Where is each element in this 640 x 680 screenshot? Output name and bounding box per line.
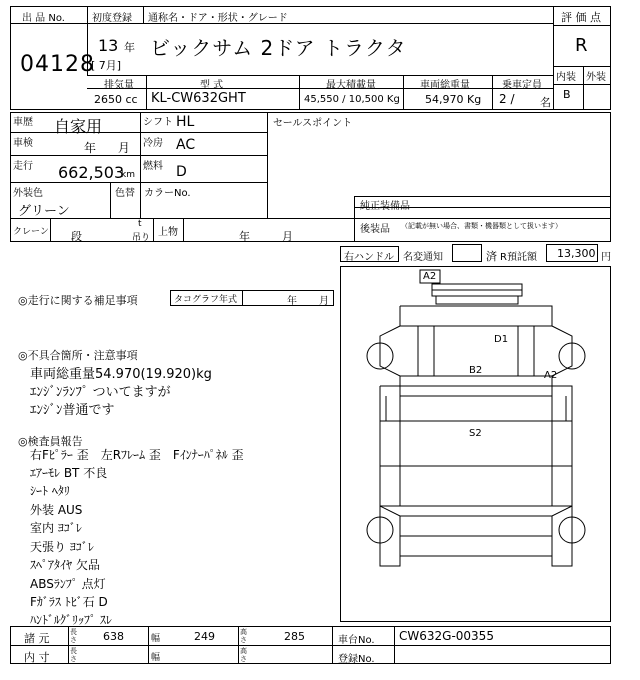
fuel-label: 燃料 <box>143 161 163 172</box>
capacity-unit: 名 <box>540 96 551 109</box>
inspector-heading: ◎検査員報告 <box>18 435 83 448</box>
exterior-color: グリーン <box>18 204 70 219</box>
displacement: 2650 cc <box>94 93 138 106</box>
defects-heading: ◎不具合箇所・注意事項 <box>18 349 138 362</box>
width: 249 <box>194 630 215 643</box>
width-label-interior: 幅 <box>151 653 161 663</box>
tachograph-year: 年 <box>287 296 297 307</box>
model-code-label: 型 式 <box>200 80 224 91</box>
inspection-date: 年 月 <box>84 141 130 155</box>
genuine-equipment-label: 純正装備品 <box>360 201 410 212</box>
chassis-no-label: 車台No. <box>338 635 375 646</box>
interior-grade-label: 内装 <box>556 72 576 83</box>
air-conditioner: AC <box>176 137 196 153</box>
length-label: 長さ <box>70 628 77 644</box>
defect-line: ｴﾝｼﾞﾝ普通です <box>30 403 115 418</box>
tachograph-label: タコグラフ年式 <box>174 295 238 305</box>
truck-diagram <box>340 266 611 622</box>
ac-label: 冷房 <box>143 138 163 149</box>
usage-history: 自家用 <box>54 117 103 136</box>
registration-no-label: 登録No. <box>338 654 375 665</box>
name-change-box <box>452 244 482 262</box>
chassis-number: CW632G-00355 <box>399 629 494 643</box>
exterior-color-label: 外装色 <box>13 188 43 199</box>
upper-body-month: 月 <box>282 230 293 243</box>
recycle-deposit: 13,300 <box>557 247 596 260</box>
inspection-label: 車検 <box>13 138 33 149</box>
aftermarket-label: 後装品 <box>360 224 390 235</box>
damage-mark-b2: B2 <box>469 365 483 376</box>
crane-hang: 吊り <box>132 233 151 243</box>
upper-body-year: 年 <box>239 230 250 243</box>
capacity-label: 乗車定員 <box>502 80 542 91</box>
inspector-line: ﾊﾝﾄﾞﾙｸﾞﾘｯﾌﾟ ｽﾚ <box>30 613 112 627</box>
mileage-label: 走行 <box>13 161 33 172</box>
crane-label: クレーン <box>13 227 49 237</box>
color-code-label: カラーNo. <box>144 188 191 199</box>
fuel-type: D <box>176 164 187 180</box>
gross-weight: 54,970 Kg <box>425 93 482 106</box>
grade-label: 評 価 点 <box>561 11 601 24</box>
interior-grade: B <box>563 88 571 101</box>
gross-weight-label: 車両総重量 <box>420 80 470 91</box>
name-change-label: 名変通知 <box>403 252 443 263</box>
inspector-line: 天張り ﾖｺﾞﾚ <box>30 540 94 554</box>
height-label: 高さ <box>240 628 247 644</box>
color-change-label: 色替 <box>115 188 135 199</box>
max-load-label: 最大積載量 <box>326 80 376 91</box>
damage-mark-s2: S2 <box>469 428 482 439</box>
tachograph-month: 月 <box>319 296 329 307</box>
lot-number: 04128 <box>20 52 95 77</box>
model-code: KL-CW632GHT <box>151 91 246 106</box>
driving-notes-heading: ◎走行に関する補足事項 <box>18 294 138 307</box>
capacity: 2 / <box>499 92 515 106</box>
inspector-line: ABSﾗﾝﾌﾟ 点灯 <box>30 577 106 591</box>
height: 285 <box>284 630 305 643</box>
first-registration-label: 初度登録 <box>92 13 132 24</box>
sales-point-label: セールスポイント <box>273 118 353 129</box>
registration-year: 13 <box>98 36 119 55</box>
shift-label: シフト <box>143 117 173 128</box>
inspector-line: Fｶﾞﾗｽ ﾄﾋﾞ石 D <box>30 595 108 609</box>
recycle-deposit-label: R預託額 <box>500 252 537 263</box>
damage-mark-d1: D1 <box>494 334 509 345</box>
inspector-line: 右Fﾋﾟﾗｰ 歪 左Rﾌﾚｰﾑ 歪 Fｲﾝﾅｰﾊﾟﾈﾙ 歪 <box>30 448 244 462</box>
registration-month: [ 7月] <box>91 59 122 72</box>
interior-dimensions-label: 内 寸 <box>24 651 50 664</box>
model-name-label: 通称名・ドア・形状・グレード <box>148 13 288 24</box>
defect-line: ｴﾝｼﾞﾝﾗﾝﾌﾟ ついてますが <box>30 385 171 400</box>
crane-tonnage-unit: t <box>138 219 142 229</box>
exterior-grade-label: 外装 <box>586 72 606 83</box>
defect-line: 車両総重量54.970(19.920)kg <box>30 367 212 382</box>
length: 638 <box>103 630 124 643</box>
mileage-unit: km <box>121 170 135 180</box>
length-label-interior: 長さ <box>70 647 77 663</box>
car-name: ビックサム 2ドア トラクタ <box>150 36 407 60</box>
transmission: HL <box>176 114 195 130</box>
damage-mark-a2-front: A2 <box>423 271 437 282</box>
crane-steps: 段 <box>71 230 82 243</box>
mileage: 662,503 <box>58 163 125 182</box>
upper-body-label: 上物 <box>158 227 178 238</box>
height-label-interior: 高さ <box>240 647 247 663</box>
year-unit: 年 <box>124 41 135 54</box>
spec-label: 諸 元 <box>24 632 50 645</box>
yen-unit: 円 <box>601 252 611 263</box>
auction-grade: R <box>575 35 588 56</box>
inspector-line: 外装 AUS <box>30 503 83 517</box>
damage-mark-a2-side: A2 <box>544 370 558 381</box>
width-label: 幅 <box>151 634 161 644</box>
displacement-label: 排気量 <box>104 80 134 91</box>
max-load: 45,550 / 10,500 Kg <box>304 94 400 105</box>
history-label: 車歴 <box>13 117 33 128</box>
recycle-paid: 済 <box>486 250 497 263</box>
right-hand-drive: 右ハンドル <box>344 252 394 263</box>
inspector-line: 室内 ﾖｺﾞﾚ <box>30 521 82 535</box>
inspector-line: ｴｱｰﾓﾚ BT 不良 <box>30 466 108 480</box>
inspector-line: ｼｰﾄ ﾍﾀﾘ <box>30 484 70 498</box>
inspector-line: ｽﾍﾟｱﾀｲﾔ 欠品 <box>30 558 100 572</box>
lot-no-label: 出 品 No. <box>22 13 65 24</box>
aftermarket-note: （記載が無い場合、書類・機器類として扱います） <box>401 222 562 230</box>
